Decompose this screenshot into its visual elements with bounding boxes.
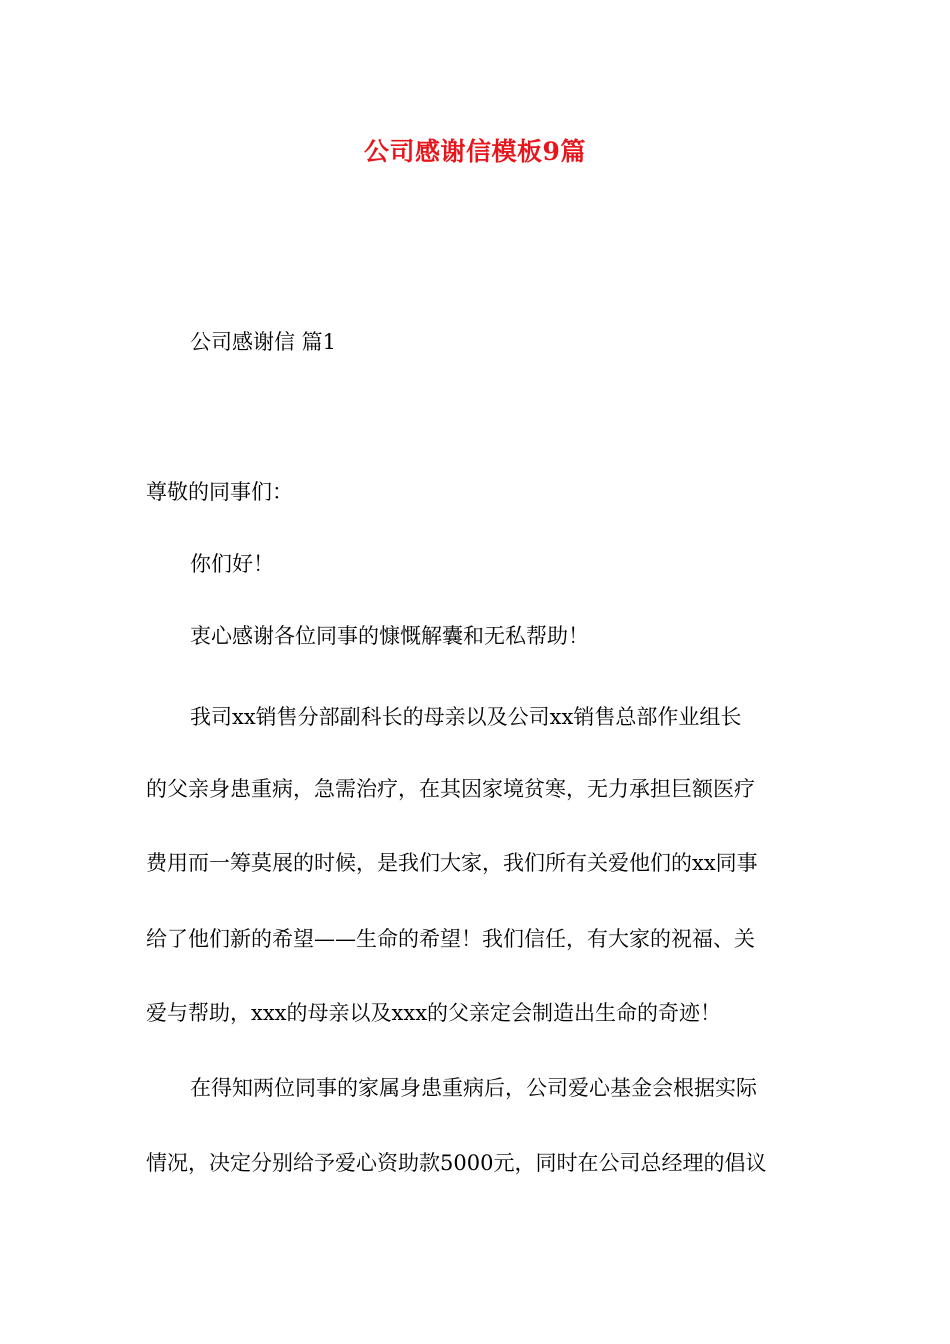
paragraph-line: 给了他们新的希望——生命的希望！我们信任，有大家的祝福、关	[146, 927, 755, 951]
paragraph-line: 的父亲身患重病，急需治疗，在其因家境贫寒，无力承担巨额医疗	[146, 777, 755, 801]
paragraph-line: 在得知两位同事的家属身患重病后，公司爱心基金会根据实际	[190, 1076, 757, 1100]
paragraph-line: 费用而一筹莫展的时候，是我们大家，我们所有关爱他们的xx同事	[146, 851, 758, 875]
greeting: 你们好！	[190, 552, 274, 576]
document-title: 公司感谢信模板9篇	[364, 137, 586, 166]
salutation: 尊敬的同事们：	[146, 480, 293, 504]
paragraph-line: 情况，决定分别给予爱心资助款5000元，同时在公司总经理的倡议	[146, 1151, 767, 1175]
paragraph-line: 我司xx销售分部副科长的母亲以及公司xx销售总部作业组长	[190, 705, 742, 729]
thanks-line: 衷心感谢各位同事的慷慨解囊和无私帮助！	[190, 624, 589, 648]
paragraph-line: 爱与帮助，xxx的母亲以及xxx的父亲定会制造出生命的奇迹！	[146, 1001, 722, 1025]
section-heading: 公司感谢信 篇1	[190, 330, 337, 354]
